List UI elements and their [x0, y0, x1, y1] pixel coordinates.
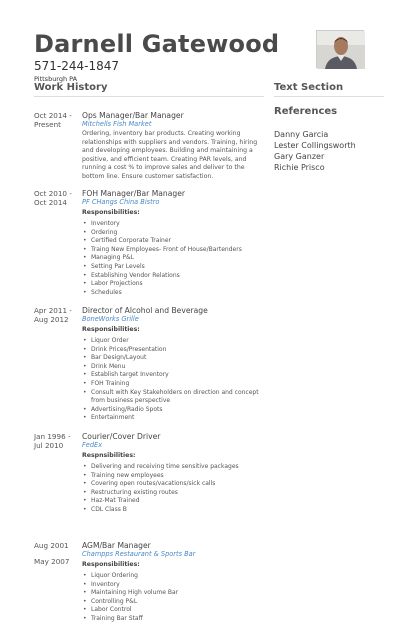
job-dates: [34, 306, 82, 432]
job-body: [82, 432, 264, 541]
job-company: Mitchells Fish Market: [82, 120, 152, 128]
job-entry: [34, 189, 264, 306]
job-dates: [34, 111, 82, 189]
list-item: • Entertainment: [82, 414, 264, 423]
date-from: Jan 1996 -: [34, 432, 71, 441]
responsibilities-label: Responsibilities:: [82, 209, 140, 216]
list-item: • Schedules: [82, 289, 264, 298]
job-dates: [34, 541, 82, 624]
date-to: Jul 2010: [34, 441, 64, 450]
job-title: AGM/Bar Manager: [82, 541, 151, 550]
job-entry: [34, 432, 264, 541]
list-item: • Drink Menu: [82, 363, 264, 372]
job-entry: [34, 541, 264, 624]
job-dates: [34, 432, 82, 541]
references-list: [274, 129, 384, 173]
job-dates: [34, 189, 82, 306]
date-to: Oct 2014: [34, 198, 68, 207]
list-item: • Liquor Order: [82, 337, 264, 346]
reference-name: Richie Prisco: [274, 163, 325, 172]
list-item: • Certified Corporate Trainer: [82, 237, 264, 246]
job-title: FOH Manager/Bar Manager: [82, 189, 185, 198]
work-history-heading: Work History: [34, 82, 264, 97]
list-item: • Liquor Ordering: [82, 572, 264, 581]
list-item: • Establish target Inventory: [82, 371, 264, 380]
location: Pittsburgh PA: [34, 75, 78, 83]
list-item: • Haz-Mat Trained: [82, 497, 264, 506]
list-item: • FOH Training: [82, 380, 264, 389]
profile-photo: [316, 30, 364, 68]
job-title: Ops Manager/Bar Manager: [82, 111, 184, 120]
job-body: [82, 111, 264, 189]
main-column: [34, 82, 264, 624]
date-to: Present: [34, 120, 61, 129]
list-item: • Inventory: [82, 220, 264, 229]
duties-list: [82, 463, 264, 515]
responsibilities-label: Responsibilities:: [82, 326, 140, 333]
sidebar-column: [274, 82, 384, 173]
list-item: • Traing New Employees- Front of House/Bartenders: [82, 246, 264, 255]
date-to: Aug 2012: [34, 315, 69, 324]
job-title: Director of Alcohol and Beverage: [82, 306, 208, 315]
list-item: • CDL Class B: [82, 506, 264, 515]
date-from: Apr 2011 -: [34, 306, 72, 315]
job-description: Ordering, inventory bar products. Creating working relationships with suppliers and vendors. Training, hiring and developing employees. Building and maintaining a positive, and efficient team. Creating PAR levels, and running a cost % to improve sales and deliver to the bottom line. Ensure customer satisfaction.: [82, 130, 258, 180]
list-item: • Inventory: [82, 581, 264, 590]
reference-name: Danny Garcia: [274, 130, 329, 139]
job-body: [82, 541, 264, 624]
duties-list: [82, 572, 264, 624]
duties-list: [82, 337, 264, 423]
person-photo-icon: [317, 31, 365, 69]
list-item: • Bar Design/Layout: [82, 354, 264, 363]
job-company: Champps Restaurant & Sports Bar: [82, 550, 196, 558]
job-title: Courier/Cover Driver: [82, 432, 161, 441]
references-heading: References: [274, 106, 338, 117]
reference-name: Lester Collingsworth: [274, 141, 356, 150]
list-item: • Consult with Key Stakeholders on direction and concept from business perspective: [82, 389, 264, 406]
list-item: • Ordering: [82, 229, 264, 238]
responsibilities-label: Responsibilities:: [82, 561, 140, 568]
job-body: [82, 306, 264, 432]
list-item: • Maintaining High volume Bar: [82, 589, 264, 598]
reference-name: Gary Ganzer: [274, 152, 325, 161]
responsibilities-label: Respnsibilities:: [82, 452, 136, 459]
date-from: Oct 2014 -: [34, 111, 72, 120]
job-entry: [34, 306, 264, 432]
list-item: • Training Bar Staff: [82, 615, 264, 624]
text-section-heading: Text Section: [274, 82, 384, 97]
date-from: Oct 2010 -: [34, 189, 72, 198]
job-company: BoneWorks Grille: [82, 315, 139, 323]
phone-number: 571-244-1847: [34, 59, 120, 73]
list-item: • Controlling P&L: [82, 598, 264, 607]
list-item: • Drink Prices/Presentation: [82, 346, 264, 355]
list-item: • Training new employees: [82, 472, 264, 481]
list-item: • Labor Projections: [82, 280, 264, 289]
job-company: PF CHangs China Bistro: [82, 198, 160, 206]
job-entry: [34, 111, 264, 189]
job-company: FedEx: [82, 441, 103, 449]
list-item: • Setting Par Levels: [82, 263, 264, 272]
candidate-name: Darnell Gatewood: [34, 30, 280, 58]
job-body: [82, 189, 264, 306]
date-from: Aug 2001: [34, 541, 69, 550]
list-item: • Restructuring existing routes: [82, 489, 264, 498]
list-item: • Delivering and receiving time sensitive packages: [82, 463, 264, 472]
list-item: • Establishing Vendor Relations: [82, 272, 264, 281]
list-item: • Managing P&L: [82, 254, 264, 263]
resume-header: [34, 30, 314, 83]
list-item: • Covering open routes/vacations/sick calls: [82, 480, 264, 489]
list-item: • Labor Control: [82, 606, 264, 615]
date-to: May 2007: [34, 557, 70, 566]
duties-list: [82, 220, 264, 297]
list-item: • Advertising/Radio Spots: [82, 406, 264, 415]
